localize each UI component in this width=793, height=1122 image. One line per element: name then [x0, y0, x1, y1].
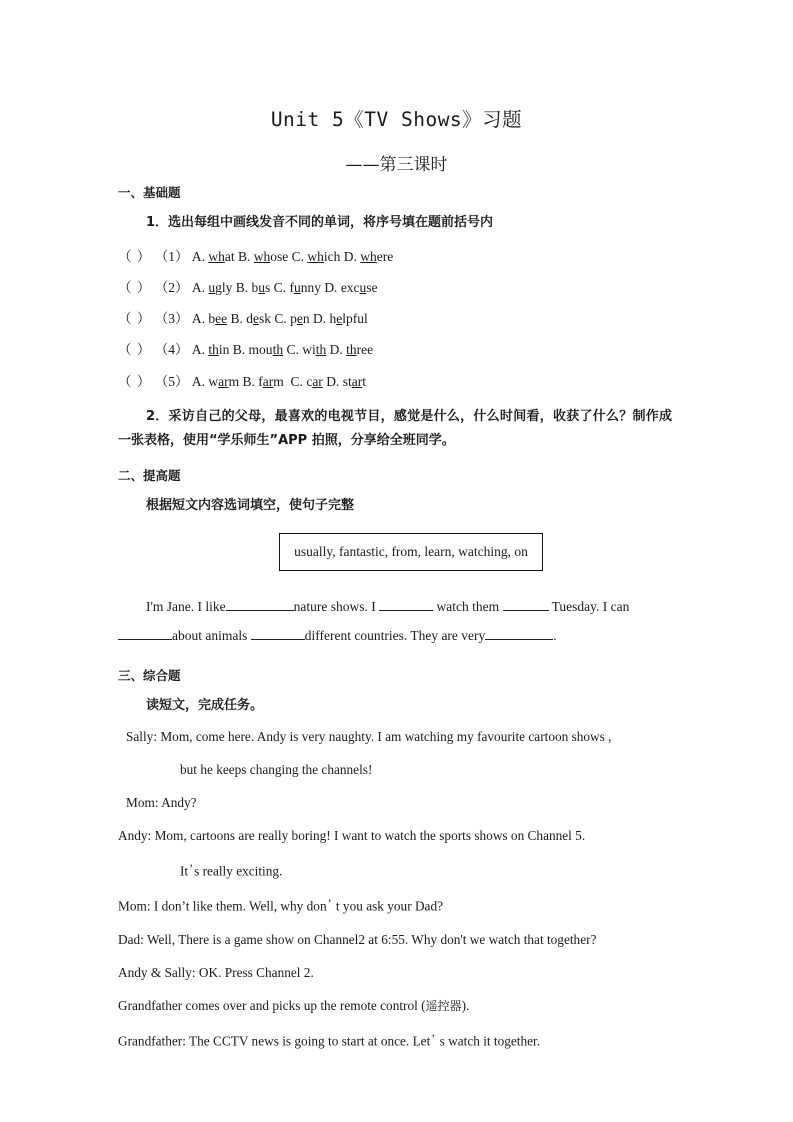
mc-option[interactable]: B. desk: [230, 311, 272, 327]
dialogue-line-grandfather: Grandfather: The CCTV news is going to start at once. Let’ s watch it together.: [118, 1030, 541, 1048]
mc-option[interactable]: B. mouth: [232, 342, 284, 358]
mc-item-3: [118, 311, 674, 327]
answer-bracket-4[interactable]: （ ）: [118, 342, 152, 358]
section-heading-advanced: 二、提高题: [118, 468, 181, 484]
mc-option[interactable]: B. whose: [238, 248, 289, 264]
cloze-paragraph: [118, 593, 674, 650]
cloze-blank-6[interactable]: [485, 626, 553, 640]
answer-bracket-2[interactable]: （ ）: [118, 280, 152, 296]
cloze-blank-1[interactable]: [226, 598, 294, 612]
page-subtitle: ——第三课时: [345, 155, 448, 175]
dialogue-line-sally-1: [118, 729, 674, 745]
mc-option[interactable]: D. start: [326, 373, 366, 389]
dialogue-line-mom-1: [118, 795, 674, 811]
cloze-blank-3[interactable]: [503, 598, 549, 612]
mc-option[interactable]: A. ugly: [191, 280, 233, 296]
cloze-blank-4[interactable]: [118, 626, 172, 640]
cloze-text-3: watch them: [436, 599, 500, 615]
cloze-text-7: .: [553, 627, 557, 643]
cloze-text-4: Tuesday. I can: [551, 599, 630, 615]
dialogue-line-sally-2: [118, 762, 674, 778]
word-bank-box: usually, fantastic, from, learn, watching, on: [279, 533, 543, 571]
mc-item-1-number: （1）: [154, 248, 189, 264]
mc-option[interactable]: A. warm: [191, 373, 240, 389]
dialogue-speaker: Sally:: [126, 729, 158, 745]
mc-option[interactable]: A. thin: [191, 342, 230, 358]
mc-option[interactable]: A. what: [191, 248, 235, 264]
section-heading-basic: 一、基础题: [118, 185, 181, 200]
mc-item-5-number: （5）: [154, 373, 189, 389]
cloze-text-5: about animals: [172, 627, 248, 643]
dialogue-line-andy-sally: [118, 965, 674, 981]
mc-item-4-number: （4）: [154, 342, 189, 358]
dialogue-text: Mom, cartoons are really boring! I want to watch the sports shows on Channel 5.: [154, 828, 586, 844]
mc-option[interactable]: A. bee: [191, 311, 228, 327]
dialogue-line-andy-2: It’s really exciting.: [180, 861, 283, 879]
question-1-prompt: 1．选出每组中画线发音不同的单词，将序号填在题前括号内: [146, 215, 494, 230]
mc-item-5: [118, 374, 674, 390]
section2-instruction: 根据短文内容选词填空，使句子完整: [146, 498, 355, 514]
mc-option[interactable]: C. which: [291, 248, 341, 264]
mc-item-2-number: （2）: [154, 280, 189, 296]
mc-item-4: [118, 342, 674, 358]
cloze-blank-2[interactable]: [379, 598, 433, 612]
word-bank-area: [118, 529, 674, 587]
mc-option[interactable]: D. three: [329, 342, 374, 358]
dialogue-text: Well, There is a game show on Channel2 at 6:55. Why don't we watch that together?: [146, 931, 597, 947]
dialogue-text: Mom, come here. Andy is very naughty. I am watching my favourite cartoon shows ,: [160, 729, 612, 745]
document-body: [118, 185, 674, 1066]
mc-item-1: [118, 249, 674, 265]
answer-bracket-3[interactable]: （ ）: [118, 311, 152, 327]
chinese-gloss: 遥控器: [425, 998, 462, 1013]
cloze-text-2: nature shows. I: [293, 599, 376, 615]
dialogue-line-dad: [118, 932, 674, 948]
question-2-prompt: 2．采访自己的父母，最喜欢的电视节目，感觉是什么，什么时间看，收获了什么？制作成一张表格，使用“学乐师生”APP 拍照，分享给全班同学。: [118, 408, 672, 449]
apostrophe-glyph: ’: [431, 1030, 436, 1045]
answer-bracket-5[interactable]: （ ）: [118, 373, 152, 389]
dialogue-text: OK. Press Channel 2.: [198, 964, 314, 980]
dialogue-line-andy-1: [118, 828, 674, 844]
mc-option[interactable]: C. with: [286, 342, 327, 358]
mc-option[interactable]: C. funny: [273, 280, 321, 296]
section3-instruction: 读短文，完成任务。: [146, 698, 264, 714]
cloze-blank-5[interactable]: [251, 626, 305, 640]
mc-option[interactable]: B. bus: [235, 280, 271, 296]
mc-option[interactable]: D. excuse: [324, 280, 378, 296]
mc-option[interactable]: B. farm: [242, 373, 284, 389]
dialogue-line-mom-2: Mom: I don’t like them. Well, why don’ t you ask your Dad?: [118, 896, 444, 914]
cloze-text-1: I'm Jane. I like: [146, 599, 226, 615]
mc-item-3-number: （3）: [154, 311, 189, 327]
dialogue-text: Andy?: [161, 795, 197, 811]
mc-option[interactable]: D. helpful: [313, 311, 368, 327]
dialogue-speaker: Andy & Sally:: [118, 964, 196, 980]
cloze-text-6: different countries. They are very: [304, 627, 486, 643]
page-title: Unit 5《TV Shows》习题: [270, 108, 523, 131]
mc-option[interactable]: C. car: [290, 373, 323, 389]
apostrophe-glyph: ’: [189, 861, 194, 876]
mc-item-2: [118, 280, 674, 296]
dialogue-speaker: Mom:: [126, 795, 159, 811]
mc-option[interactable]: C. pen: [274, 311, 310, 327]
dialogue-stage-direction: Grandfather comes over and picks up the remote control (遥控器).: [118, 997, 470, 1013]
dialogue-speaker: Dad:: [118, 931, 144, 947]
dialogue-text: but he keeps changing the channels!: [180, 762, 373, 778]
mc-option[interactable]: D. where: [343, 248, 394, 264]
answer-bracket-1[interactable]: （ ）: [118, 248, 152, 264]
dialogue-speaker: Andy:: [118, 828, 152, 844]
apostrophe-glyph: ’: [327, 896, 332, 911]
section-heading-comprehensive: 三、综合题: [118, 668, 181, 684]
